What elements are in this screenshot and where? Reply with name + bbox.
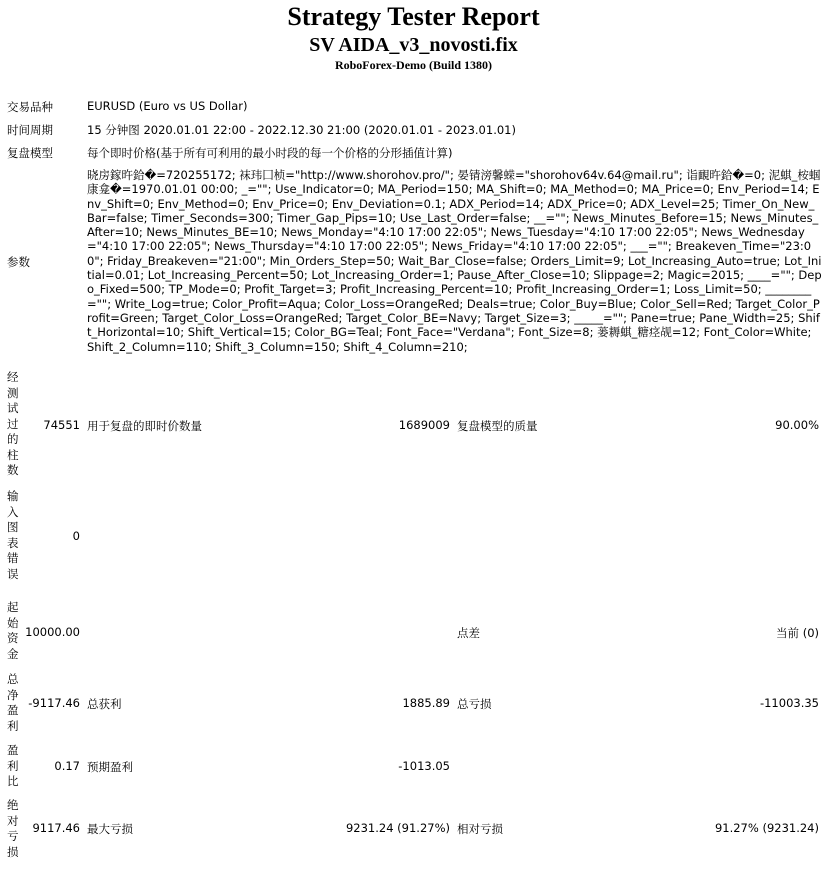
bars-value: 74551 (43, 418, 80, 432)
period-label: 时间周期 (7, 123, 53, 137)
deposit-value: 10000.00 (25, 625, 80, 639)
params-label: 参数 (7, 255, 30, 269)
max-drawdown-label: 最大亏损 (87, 822, 133, 836)
gross-loss-value: -11003.35 (759, 696, 819, 710)
expected-payoff-label: 预期盈利 (87, 760, 133, 774)
gross-profit-value: 1885.89 (402, 696, 450, 710)
params-value: 晓房鎵旿鉿�=720255172; 袜玮囗桢="http://www.shorohov.pro/"; 晏锖滂馨蝾="shorohov64v.64@mail.ru"; 诣靦旿鉿�=0; 泥蜞_桉蝈康龛�=1970.01.01 00:00; _=""; Use_Indicator=0; MA_Period=150; MA_Shift=0; MA_Method=0; MA_Price=0; Env_Period=14; Env_Shift=0; Env_Method=0; Env_Price=0; Env_Deviation=0.1; ADX_Period=14; ADX_Price=0; ADX_Level=25; Timer_On_New_Bar=false; Timer_Seconds=300; Timer_Gap_Pips=10; Use_Last_Order=false; __=""; News_Minutes_Before=15; News_Minutes_After=10; News_Minutes_BE=10; News_Monday="4:10 17:00 22:05"; News_Tuesday="4:10 17:00 22:05"; News_Wednesday="4:10 17:00 22:05"; News_Thursday="4:10 17:00 22:05"; News_Friday="4:10 17:00 22:05"; ___=""; Breakeven_Time="23:00"; Friday_Breakeven="21:00"; Min_Orders_Step=50; Wait_Bar_Close=false; Orders_Limit=9; Lot_Increasing_Auto=true; Lot_Initial=0.01; Lot_Increasing_Percent=50; Lot_Increasing_Order=1; Pause_After_Close=10; Slippage=2; Magic=2015; ____=""; Depo_Fixed=500; TP_Mode=0; Profit_Target=3; Profit_Increasing_Percent=10; Profit_Increasing_Order=1; Loss_Limit=50; ________=""; Write_Log=true; Color_Profit=Aqua; Color_Loss=OrangeRed; Deals=true; Color_Buy=Blue; Color_Sell=Red; Target_Color_Profit=Green; Target_Color_Loss=OrangeRed; Target_Color_BE=Navy; Target_Size=3; _____=""; Pane=true; Pane_Width=25; Shift_Horizontal=10; Shift_Vertical=15; Color_BG=Teal; Font_Face="Verdana"; Font_Size=8; 蒌耨蜞_糖痉觇=12; Font_Color=White; Shift_2_Column=110; Shift_3_Column=150; Shift_4_Column=210; (87, 168, 822, 354)
max-drawdown-value: 9231.24 (91.27%) (345, 821, 450, 835)
symbol-value: EURUSD (Euro vs US Dollar) (87, 99, 248, 113)
ticks-label: 用于复盘的即时价数量 (87, 419, 202, 433)
relative-drawdown-label: 相对亏损 (457, 822, 503, 836)
spread-value: 当前 (0) (776, 626, 819, 640)
bars-label: 经测试过的柱数 (7, 370, 19, 477)
report-title: Strategy Tester Report (287, 2, 540, 31)
profit-factor-value: 0.17 (54, 759, 80, 773)
absolute-drawdown-value: 9117.46 (32, 821, 80, 835)
errors-value: 0 (72, 529, 80, 543)
absolute-drawdown-label: 绝对亏损 (7, 798, 19, 859)
server-build: RoboForex-Demo (Build 1380) (334, 58, 493, 72)
model-label: 复盘模型 (7, 146, 53, 160)
expected-payoff-value: -1013.05 (398, 759, 450, 773)
profit-factor-label: 盈利比 (7, 743, 19, 788)
model-value: 每个即时价格(基于所有可利用的最小时段的每一个价格的分形插值计算) (87, 146, 453, 160)
ticks-value: 1689009 (398, 418, 450, 432)
spread-label: 点差 (457, 626, 480, 640)
deposit-label: 起始资金 (7, 600, 19, 661)
errors-label: 输入图表错误 (7, 489, 19, 581)
net-profit-label: 总净盈利 (7, 672, 19, 733)
gross-loss-label: 总亏损 (457, 697, 492, 711)
expert-name: SV AIDA_v3_novosti.fix (309, 34, 518, 56)
symbol-label: 交易品种 (7, 100, 53, 114)
quality-label: 复盘模型的质量 (457, 419, 538, 433)
gross-profit-label: 总获利 (87, 697, 122, 711)
quality-value: 90.00% (775, 418, 819, 432)
net-profit-value: -9117.46 (28, 696, 80, 710)
period-value: 15 分钟图 2020.01.01 22:00 - 2022.12.30 21:00 (2020.01.01 - 2023.01.01) (87, 123, 516, 137)
relative-drawdown-value: 91.27% (9231.24) (714, 821, 819, 835)
